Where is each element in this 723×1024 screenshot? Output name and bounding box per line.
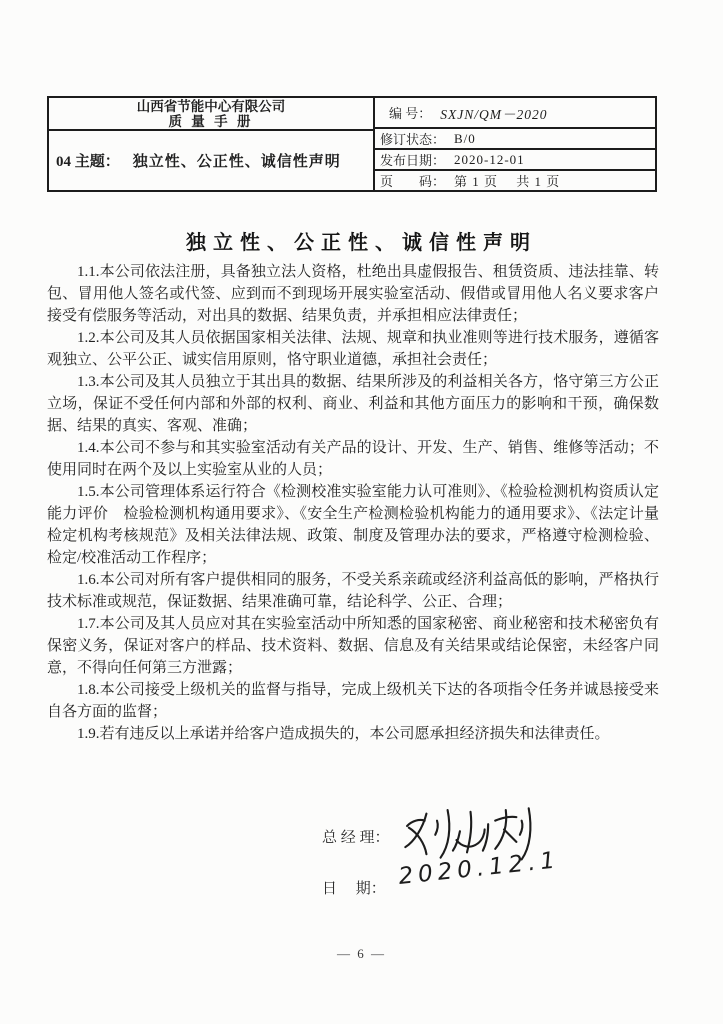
revision-label: 修订状态： (380, 132, 446, 147)
date-label: 日 期： (322, 881, 386, 897)
issue-date-label: 发布日期： (380, 153, 446, 168)
general-manager-label: 总 经 理： (322, 830, 390, 846)
issue-date-cell (375, 150, 655, 171)
revision-cell (375, 129, 655, 150)
declaration-paragraph-9: 1.9.若有违反以上承诺并给客户造成损失的，本公司愿承担经济损失和法律责任。 (77, 726, 610, 742)
declaration-paragraph-5: 1.5.本公司管理体系运行符合《检测校准实验室能力认可准则》、《检验检测机构资质认定能力评价 检验检测机构通用要求》、《安全生产检测检验机构能力的通用要求》、《法定计量检定机构考核规范》及相关法律法规、政策、制度及管理办法的要求，严格遵守检测检验、检定/校准活动工作程序； (47, 484, 659, 566)
declaration-body (47, 261, 659, 745)
manual-name: 质 量 手 册 (168, 113, 254, 129)
company-name-cell (49, 98, 373, 131)
page-title: 独立性、公正性、诚信性声明 (186, 232, 537, 254)
declaration-paragraph-8: 1.8.本公司接受上级机关的监督与指导，完成上级机关下达的各项指令任务并诚恳接受来自各方面的监督； (47, 682, 659, 720)
subject-value: 独立性、公正性、诚信性声明 (132, 154, 341, 170)
issue-date-value: 2020-12-01 (454, 151, 525, 167)
page-info-cell (375, 171, 655, 190)
declaration-paragraph-2: 1.2.本公司及其人员依据国家相关法律、法规、规章和执业准则等进行技术服务，遵循客观独立、公平公正、诚实信用原则，恪守职业道德，承担社会责任； (47, 330, 659, 368)
doc-number-cell (375, 98, 655, 129)
date-handwriting: 2020.12.1 (397, 847, 562, 890)
subject-cell (49, 131, 373, 190)
doc-number-label: 编 号： (389, 106, 432, 121)
page-info-value: 第 1 页 共 1 页 (454, 174, 561, 189)
revision-value: B/0 (454, 130, 476, 146)
header-table-right-column (375, 98, 655, 190)
page-info-label: 页 码： (380, 174, 446, 189)
footer-page-number: — 6 — (337, 946, 386, 961)
header-table (47, 96, 657, 192)
company-name: 山西省节能中心有限公司 (136, 98, 286, 114)
declaration-paragraph-4: 1.4.本公司不参与和其实验室活动有关产品的设计、开发、生产、销售、维修等活动；不使用同时在两个及以上实验室从业的人员； (47, 440, 659, 478)
header-table-left-column (49, 98, 375, 190)
doc-number-value: SXJN/QM－2020 (440, 106, 548, 122)
declaration-paragraph-7: 1.7.本公司及其人员应对其在实验室活动中所知悉的国家秘密、商业秘密和技术秘密负有保密义务，保证对客户的样品、技术资料、数据、信息及有关结果或结论保密，未经客户同意，不得向任何第三方泄露； (47, 616, 659, 676)
declaration-paragraph-1: 1.1.本公司依法注册，具备独立法人资格，杜绝出具虚假报告、租赁资质、违法挂靠、转包、冒用他人签名或代签、应到而不到现场开展实验室活动、假借或冒用他人名义要求客户接受有偿服务等活动，对出具的数据、结果负责，并承担相应法律责任； (47, 264, 659, 324)
subject-label: 04 主题： (56, 154, 120, 170)
declaration-paragraph-6: 1.6.本公司对所有客户提供相同的服务，不受关系亲疏或经济利益高低的影响，严格执行技术标准或规范，保证数据、结果准确可靠，结论科学、公正、合理； (47, 572, 659, 610)
declaration-paragraph-3: 1.3.本公司及其人员独立于其出具的数据、结果所涉及的利益相关各方，恪守第三方公正立场，保证不受任何内部和外部的权利、商业、利益和其他方面压力的影响和干预，确保数据、结果的真实、客观、准确； (47, 374, 659, 434)
